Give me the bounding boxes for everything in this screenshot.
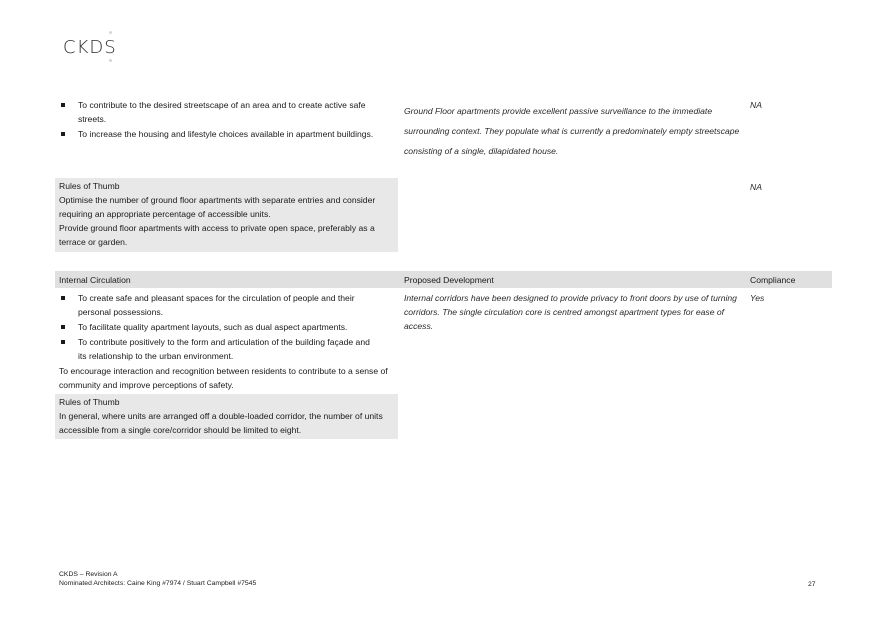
footer-revision: CKDS – Revision A — [59, 571, 118, 578]
objective-item: To contribute to the desired streetscape of an area and to create active safe streets. — [55, 98, 385, 126]
header-compliance: Compliance — [750, 275, 796, 285]
logo-dot-bottom — [109, 59, 112, 62]
section1-rules-compliance: NA — [750, 182, 762, 192]
section1-objectives — [55, 98, 385, 142]
page-number: 27 — [808, 581, 816, 588]
section2-paragraph: To encourage interaction and recognition between residents to contribute to a sense of community and improve perceptions of safety. — [59, 366, 388, 390]
section1-rules-box — [55, 178, 398, 252]
footer-architects: Nominated Architects: Caine King #7974 / Stuart Campbell #7545 — [59, 580, 257, 587]
section2-objectives — [55, 291, 375, 364]
logo-dot-top — [109, 31, 112, 34]
section1-compliance: NA — [750, 100, 762, 110]
objective-item: To create safe and pleasant spaces for the circulation of people and their personal possessions. — [55, 291, 375, 319]
header-proposed-development: Proposed Development — [404, 275, 494, 285]
footer — [59, 570, 256, 588]
rules-heading: Rules of Thumb — [59, 181, 120, 191]
ckds-logo — [63, 37, 117, 58]
section2-proposed: Internal corridors have been designed to provide privacy to front doors by use of turning corridors. The single circulation core is centred amongst apartment types for ease of access. — [404, 293, 737, 331]
rules-item: In general, where units are arranged off a double-loaded corridor, the number of units accessible from a single core/corridor should be limited to eight. — [59, 411, 383, 435]
table-header — [55, 271, 832, 288]
rules-item: Optimise the number of ground floor apartments with separate entries and consider requiring an appropriate percentage of accessible units. — [59, 195, 376, 219]
objective-item: To contribute positively to the form and articulation of the building façade and its relationship to the urban environment. — [55, 335, 375, 363]
section1-proposed: Ground Floor apartments provide excellent passive surveillance to the immediate surrounding context. They populate what is currently a predominately empty streetscape consisting of a single, dilapidated house. — [404, 106, 740, 156]
logo-text: CKDS — [63, 37, 117, 58]
objective-item: To increase the housing and lifestyle choices available in apartment buildings. — [55, 127, 385, 141]
rules-item: Provide ground floor apartments with access to private open space, preferably as a terrace or garden. — [59, 223, 375, 247]
section2-compliance: Yes — [750, 293, 765, 303]
header-internal-circulation: Internal Circulation — [59, 275, 131, 285]
objective-item: To facilitate quality apartment layouts, such as dual aspect apartments. — [55, 320, 375, 334]
section2-rules-box — [55, 394, 398, 439]
rules-heading: Rules of Thumb — [59, 397, 120, 407]
